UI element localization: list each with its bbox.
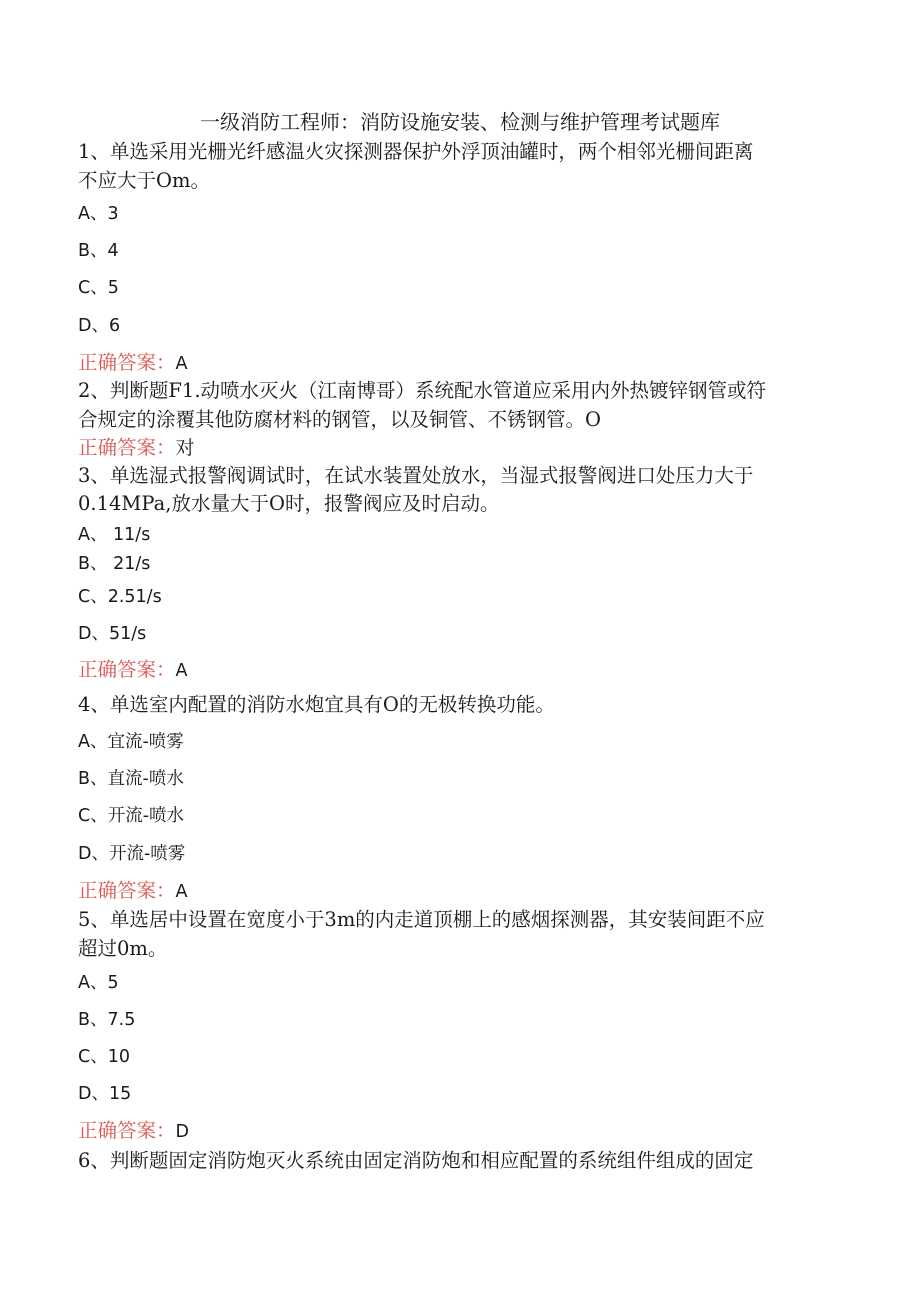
document-title: 一级消防工程师：消防设施安装、检测与维护管理考试题库 [200, 110, 720, 134]
question-4-option-b: B、直流-喷水 [78, 769, 184, 789]
answer-label: 正确答案： [78, 1119, 176, 1142]
question-2-answer [78, 434, 838, 462]
question-1-option-c: C、5 [78, 278, 119, 298]
question-4-option-d: D、开流-喷雾 [78, 844, 186, 864]
question-3-option-c: C、2.51/s [78, 587, 162, 607]
question-1-option-a: A、3 [78, 204, 119, 224]
question-4-option-c: C、开流-喷水 [78, 806, 185, 826]
question-1-option-b: B、4 [78, 241, 119, 261]
question-3-option-a: A、 11/s [78, 525, 151, 545]
question-4-option-a: A、宜流-喷雾 [78, 732, 184, 752]
question-2-text-line-2: 合规定的涂覆其他防腐材料的钢管，以及铜管、不锈钢管。O [78, 408, 601, 431]
answer-label: 正确答案： [78, 879, 176, 902]
question-1-text-line-2: 不应大于Om。 [78, 169, 210, 192]
answer-value: A [175, 661, 188, 681]
question-3-option-d: D、51/s [78, 624, 147, 644]
answer-value: A [175, 882, 188, 902]
question-3-text-line-1: 3、单选湿式报警阀调试时，在试水装置处放水，当湿式报警阀进口处压力大于 [78, 464, 754, 487]
question-6-text-line-1: 6、判断题固定消防炮灭火系统由固定消防炮和相应配置的系统组件组成的固定 [78, 1149, 754, 1172]
question-3-answer [78, 656, 838, 685]
question-3-option-b: B、 21/s [78, 554, 151, 574]
question-1-text-line-1: 1、单选采用光栅光纤感温火灾探测器保护外浮顶油罐时，两个相邻光栅间距离 [78, 140, 754, 163]
answer-label: 正确答案： [78, 436, 176, 459]
question-5-option-b: B、7.5 [78, 1010, 136, 1030]
question-5-option-d: D、15 [78, 1084, 132, 1104]
question-5-answer [78, 1117, 838, 1146]
question-5-option-c: C、10 [78, 1047, 130, 1067]
answer-label: 正确答案： [78, 658, 176, 681]
question-3-text-line-2: 0.14MPa,放水量大于O时，报警阀应及时启动。 [78, 492, 500, 515]
question-1-answer [78, 349, 838, 378]
question-5-option-a: A、5 [78, 973, 119, 993]
answer-value: D [175, 1122, 189, 1142]
question-4-text-line-1: 4、单选室内配置的消防水炮宜具有O的无极转换功能。 [78, 693, 555, 716]
question-4-answer [78, 877, 838, 906]
question-1-option-d: D、6 [78, 316, 121, 336]
answer-value: 对 [175, 437, 195, 459]
question-2-text-line-1: 2、判断题F1.动喷水灭火（江南博哥）系统配水管道应采用内外热镀锌钢管或符 [78, 379, 767, 402]
question-5-text-line-1: 5、单选居中设置在宽度小于3m的内走道顶棚上的感烟探测器，其安装间距不应 [78, 908, 765, 931]
answer-value: A [175, 354, 188, 374]
answer-label: 正确答案： [78, 351, 176, 374]
question-5-text-line-2: 超过0m。 [78, 937, 168, 960]
